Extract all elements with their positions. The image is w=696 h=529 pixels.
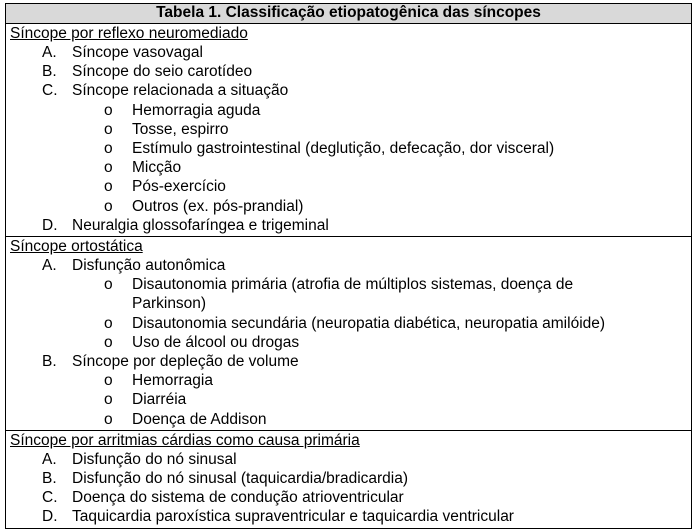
item-marker: D. bbox=[42, 508, 58, 526]
sub-list-item bbox=[6, 158, 691, 177]
bullet-icon: o bbox=[104, 159, 113, 177]
list-item bbox=[6, 469, 691, 488]
sub-list-item bbox=[6, 410, 691, 429]
subitem-label: Micção bbox=[132, 159, 182, 177]
section-orthostatic-syncope bbox=[6, 237, 691, 431]
bullet-icon: o bbox=[104, 276, 113, 294]
item-marker: C. bbox=[42, 82, 58, 100]
subitem-label: Estímulo gastrointestinal (deglutição, defecação, dor visceral) bbox=[132, 140, 555, 158]
bullet-icon: o bbox=[104, 197, 113, 215]
subitem-label: Disautonomia primária (atrofia de múltiplos sistemas, doença de Parkinson) bbox=[132, 276, 574, 313]
sub-list-item bbox=[6, 101, 691, 120]
bullet-icon: o bbox=[104, 333, 113, 351]
subitem-label: Pós-exercício bbox=[132, 178, 226, 196]
subitem-label: Uso de álcool ou drogas bbox=[132, 333, 300, 351]
list-item bbox=[6, 256, 691, 275]
sub-list-item bbox=[6, 139, 691, 158]
bullet-icon: o bbox=[104, 410, 113, 428]
item-marker: B. bbox=[42, 353, 57, 371]
item-marker: A. bbox=[42, 257, 57, 275]
bullet-icon: o bbox=[104, 314, 113, 332]
list-item bbox=[6, 352, 691, 371]
subitem-label: Disautonomia secundária (neuropatia diabética, neuropatia amilóide) bbox=[132, 314, 606, 332]
bullet-icon: o bbox=[104, 391, 113, 409]
section-title: Síncope por reflexo neuromediado bbox=[10, 25, 248, 42]
list-item bbox=[6, 43, 691, 62]
subitem-label: Diarréia bbox=[132, 391, 187, 409]
subitem-label: Outros (ex. pós-prandial) bbox=[132, 197, 304, 215]
section-title: Síncope ortostática bbox=[10, 238, 143, 256]
list-item bbox=[6, 81, 691, 100]
item-label: Disfunção autonômica bbox=[72, 257, 226, 275]
bullet-icon: o bbox=[104, 372, 113, 390]
classification-table bbox=[5, 3, 692, 529]
item-marker: B. bbox=[42, 470, 57, 488]
sub-list-item bbox=[6, 197, 691, 216]
list-item bbox=[6, 488, 691, 507]
subitem-label: Hemorragia aguda bbox=[132, 101, 261, 119]
section-title: Síncope por arritmias cárdias como causa primária bbox=[10, 431, 360, 449]
item-marker: D. bbox=[42, 216, 58, 234]
table-title: Tabela 1. Classificação etiopatogênica das síncopes bbox=[6, 4, 691, 24]
item-marker: A. bbox=[42, 450, 57, 468]
list-item bbox=[6, 62, 691, 81]
item-label: Disfunção do nó sinusal (taquicardia/bradicardia) bbox=[72, 470, 409, 488]
item-marker: B. bbox=[42, 63, 57, 81]
list-item bbox=[6, 507, 691, 526]
bullet-icon: o bbox=[104, 101, 113, 119]
list-item bbox=[6, 216, 691, 235]
item-label: Neuralgia glossofaríngea e trigeminal bbox=[72, 216, 329, 234]
subitem-label: Tosse, espirro bbox=[132, 120, 229, 138]
subitem-label: Doença de Addison bbox=[132, 410, 267, 428]
list-item bbox=[6, 450, 691, 469]
sub-list-item bbox=[6, 120, 691, 139]
bullet-icon: o bbox=[104, 120, 113, 138]
subitem-label: Hemorragia bbox=[132, 372, 213, 390]
item-marker: A. bbox=[42, 44, 57, 61]
item-label: Disfunção do nó sinusal bbox=[72, 450, 237, 468]
sub-list-item bbox=[6, 314, 691, 333]
sub-list-item bbox=[6, 390, 691, 409]
item-label: Síncope relacionada a situação bbox=[72, 82, 289, 100]
item-marker: C. bbox=[42, 489, 58, 507]
item-label: Taquicardia paroxística supraventricular e taquicardia ventricular bbox=[72, 508, 514, 526]
sub-list-item bbox=[6, 177, 691, 196]
item-label: Síncope do seio carotídeo bbox=[72, 63, 253, 81]
bullet-icon: o bbox=[104, 140, 113, 158]
item-label: Doença do sistema de condução atrioventricular bbox=[72, 489, 404, 507]
sub-list-item bbox=[6, 275, 691, 313]
item-label: Síncope vasovagal bbox=[72, 44, 203, 61]
section-reflex-syncope bbox=[6, 24, 691, 237]
bullet-icon: o bbox=[104, 178, 113, 196]
section-arrhythmia-syncope bbox=[6, 431, 691, 528]
item-label: Síncope por depleção de volume bbox=[72, 353, 299, 371]
sub-list-item bbox=[6, 371, 691, 390]
sub-list-item bbox=[6, 333, 691, 352]
